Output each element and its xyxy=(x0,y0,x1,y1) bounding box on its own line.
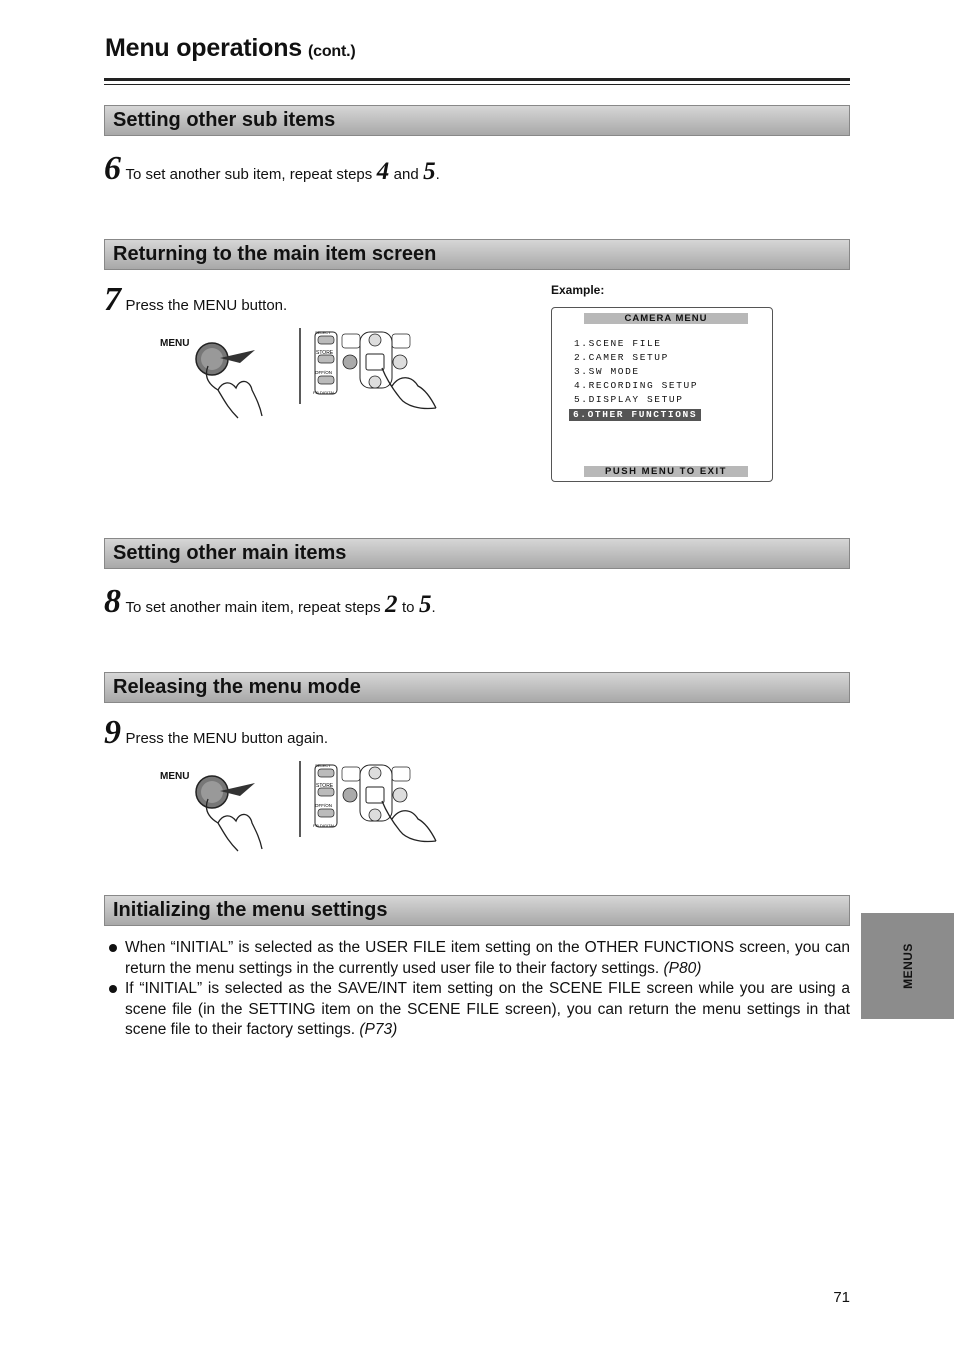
screen-footer: PUSH MENU TO EXIT xyxy=(584,466,748,477)
header-rule-thin xyxy=(104,84,850,85)
example-label: Example: xyxy=(551,283,605,297)
step-text: To set another main item, repeat steps xyxy=(125,599,381,616)
section-header-initialize: Initializing the menu settings xyxy=(104,895,850,926)
bullet-icon xyxy=(109,944,117,952)
page-title: Menu operations (cont.) xyxy=(105,34,356,62)
step-ref: 5 xyxy=(423,158,436,185)
svg-text:F.B.DIGITAL: F.B.DIGITAL xyxy=(313,390,336,395)
menu-button-illustration xyxy=(160,761,450,856)
step-text-join: to xyxy=(402,599,415,616)
step-text-end: . xyxy=(431,599,436,616)
hand-press-icon xyxy=(160,761,450,856)
section-header-release-menu: Releasing the menu mode xyxy=(104,672,850,703)
header-rule-thick xyxy=(104,78,850,81)
svg-text:SELECT: SELECT xyxy=(315,763,331,768)
screen-header: CAMERA MENU xyxy=(584,313,748,324)
menu-button-illustration xyxy=(160,328,450,423)
menu-button-label: MENU xyxy=(160,771,190,782)
section-header-return-main: Returning to the main item screen xyxy=(104,239,850,270)
side-tab-menus: MENUS xyxy=(861,913,954,1019)
camera-menu-screen xyxy=(551,307,773,482)
screen-menu-item-selected: 6.OTHER FUNCTIONS xyxy=(569,409,701,421)
step-text: Press the MENU button. xyxy=(125,297,288,314)
bullet-list xyxy=(104,938,850,1041)
svg-text:F.B.DIGITAL: F.B.DIGITAL xyxy=(313,823,336,828)
step-8 xyxy=(104,585,436,619)
section-header-main-items: Setting other main items xyxy=(104,538,850,569)
bullet-text: When “INITIAL” is selected as the USER FILE item setting on the OTHER FUNCTIONS screen, you can return the menu settings in the currently used user file to their factory settings. xyxy=(125,939,850,977)
step-ref: 2 xyxy=(385,591,398,618)
step-ref: 4 xyxy=(376,158,390,185)
list-item xyxy=(104,938,850,979)
step-number: 7 xyxy=(104,281,121,318)
svg-text:OFF/ON: OFF/ON xyxy=(315,803,332,808)
screen-menu-item: 2.CAMER SETUP xyxy=(574,352,669,363)
step-text: Press the MENU button again. xyxy=(125,730,329,747)
bullet-icon xyxy=(109,985,117,993)
step-number: 6 xyxy=(104,150,121,187)
list-item xyxy=(104,979,850,1041)
screen-menu-item: 4.RECORDING SETUP xyxy=(574,380,699,391)
svg-text:OFF/ON: OFF/ON xyxy=(315,370,332,375)
hand-press-icon xyxy=(160,328,450,423)
step-6 xyxy=(104,152,440,186)
screen-menu-item: 5.DISPLAY SETUP xyxy=(574,394,684,405)
menu-button-label: MENU xyxy=(160,338,190,349)
step-text-join: and xyxy=(393,166,419,183)
bullet-text: If “INITIAL” is selected as the SAVE/INT item setting on the SCENE FILE screen while you are using a scene file (in the SETTING item on the SCENE FILE screen), you can return the menu settings in that scene file to their factory settings. xyxy=(125,980,850,1039)
step-ref: 5 xyxy=(418,591,432,618)
section-header-sub-items: Setting other sub items xyxy=(104,105,850,136)
step-text-end: . xyxy=(435,166,440,183)
svg-text:STORE: STORE xyxy=(316,783,334,789)
screen-menu-item: 3.SW MODE xyxy=(574,366,640,377)
step-text: To set another sub item, repeat steps xyxy=(125,166,373,183)
step-9 xyxy=(104,716,328,750)
step-7 xyxy=(104,283,287,317)
step-number: 8 xyxy=(104,583,121,620)
step-number: 9 xyxy=(104,714,121,751)
screen-menu-item: 1.SCENE FILE xyxy=(574,338,662,349)
page-reference: (P80) xyxy=(663,959,702,977)
page-reference: (P73) xyxy=(359,1021,398,1039)
svg-text:SELECT: SELECT xyxy=(315,330,331,335)
page-number: 71 xyxy=(833,1289,850,1306)
page-title-suffix: (cont.) xyxy=(308,43,356,60)
svg-text:STORE: STORE xyxy=(316,350,334,356)
